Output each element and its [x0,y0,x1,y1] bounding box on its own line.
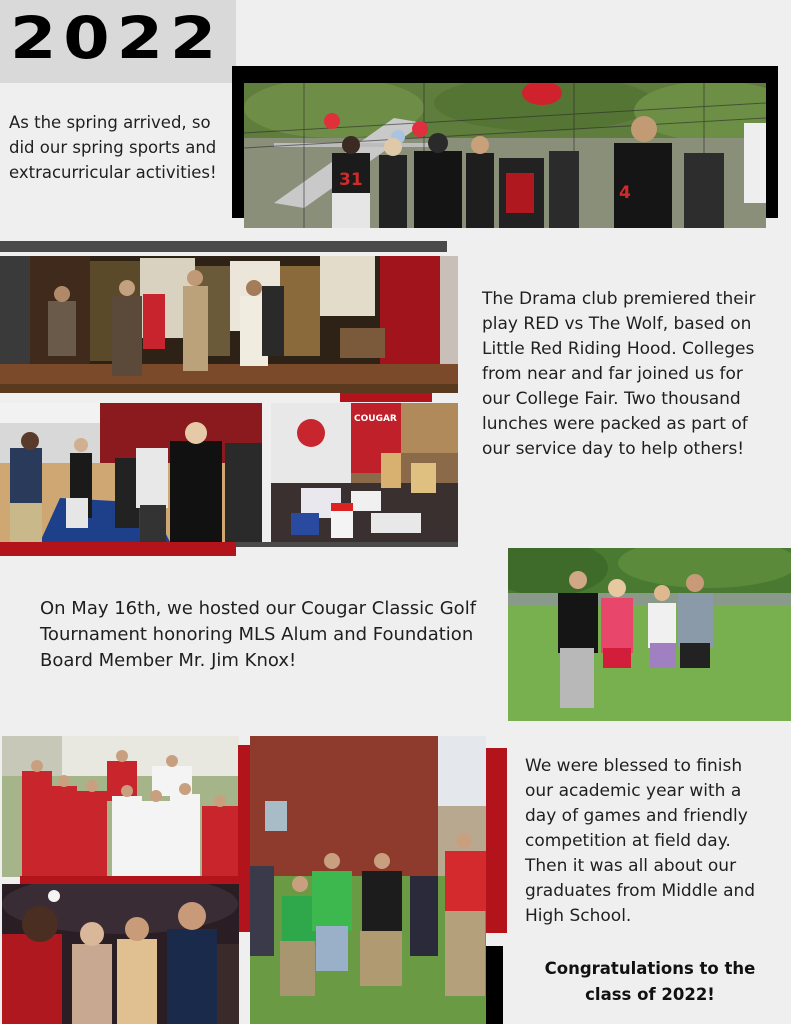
photo-frame-red-bottom [0,542,236,556]
photo-frame-red-vertical [238,745,250,932]
fieldday-text: We were blessed to finish our academic year with a day of games and friendly competition at field day. Then it was all about our graduates from Middle and High School. [525,756,756,926]
congratulations-text [525,956,775,1008]
congratulations-line-1: Congratulations to the [544,959,756,978]
field-day-photo [250,736,486,1024]
photo-frame-red-mid [340,393,432,402]
shirt-text: COUGAR [354,414,397,424]
lunch-packing-photo [271,403,458,542]
photo-frame-red-horizontal [20,876,242,884]
photo-frame-black-right [486,946,503,1024]
congratulations-line-2: class of 2022! [585,985,715,1004]
photo-frame-gray-bottom [236,542,458,547]
prom-photo [2,884,239,1024]
drama-text: The Drama club premiered their play RED vs The Wolf, based on Little Red Riding Hood. Colleges from near and far joined us for our College Fair. Two thousand lunches were packed as part of our service day to help others! [482,289,756,459]
drama-play-photo [0,256,458,393]
golf-text: On May 16th, we hosted our Cougar Classic Golf Tournament honoring MLS Alum and Foundation Board Member Mr. Jim Knox! [40,598,477,671]
jersey-number-4: 4 [619,183,631,203]
photo-frame-gray-top [0,241,447,252]
jersey-number-31: 31 [339,170,363,190]
year-title: 2022 [10,4,224,72]
golf-tournament-photo [508,548,791,721]
spring-text: As the spring arrived, so did our spring sports and extracurricular activities! [9,113,217,182]
graduates-group-photo [2,736,239,877]
baseball-game-photo [244,83,766,228]
photo-frame-red-right [486,748,507,933]
college-fair-photo [0,403,262,542]
